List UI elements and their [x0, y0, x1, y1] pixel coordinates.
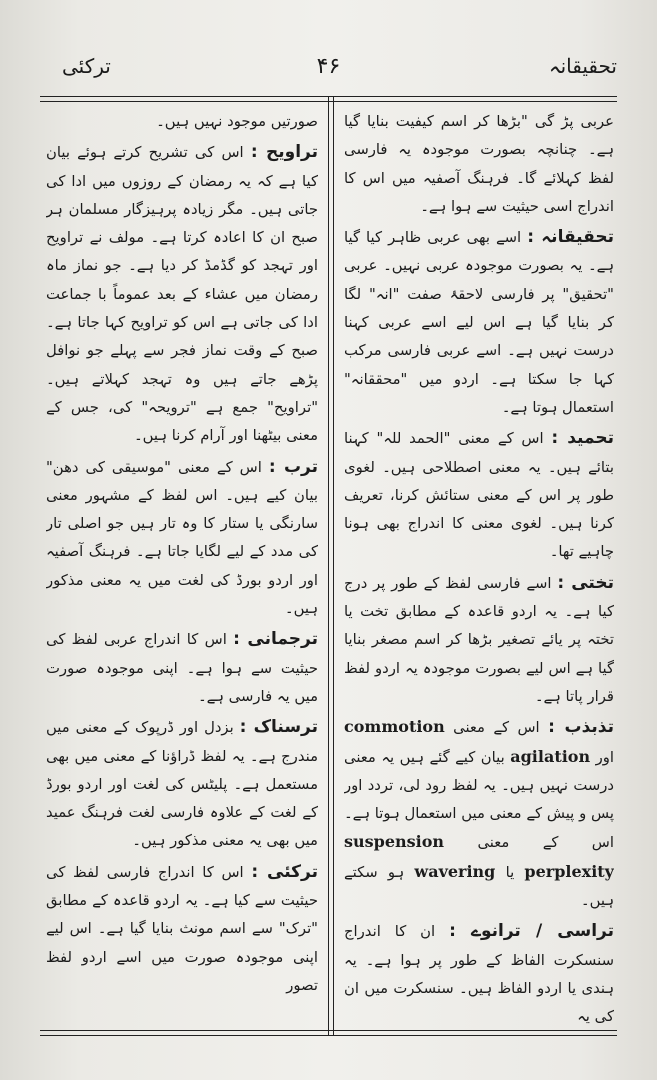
- entry-text: اس کا اندراج فارسی لفظ کی حیثیت سے کیا ہے۔ یہ اردو قاعدہ کے مطابق "ترک" سے اسم مونث بنایا گیا ہے۔ اس لیے اپنی موجودہ صورت میں اسے اردو لفظ تصور: [46, 863, 318, 994]
- dictionary-entry: [46, 138, 318, 450]
- dictionary-entry: [344, 424, 614, 566]
- headword: تختی :: [557, 572, 614, 593]
- entry-text: ان کا اندراج سنسکرت الفاظ کے طور پر ہوا ہے۔ یہ ہندی یا اردو الفاظ ہیں۔ سنسکرت میں ان کی یہ: [344, 923, 614, 1026]
- latin-term: perplexity: [524, 861, 614, 881]
- dictionary-entry: [344, 917, 614, 1026]
- footer-rule-inner: [40, 1035, 617, 1036]
- headword: تراسی / ترانوے :: [449, 921, 614, 942]
- headword: ترسناک :: [239, 717, 318, 738]
- header-right-title: تحقیقانہ: [548, 54, 617, 78]
- paragraph-text: عربی پڑ گی "بڑھا کر اسم کیفیت بنایا گیا ہے۔ چنانچہ بصورت موجودہ یہ فارسی لفظ کہلائے گا۔ فرہنگ آصفیہ میں اس کا اندراج اسی حیثیت سے ہوا ہے۔: [344, 113, 614, 215]
- entry-text: بزدل اور ڈرپوک کے معنی میں مندرج ہے۔ یہ لفظ ڈراؤنا کے معنی میں بھی مستعمل ہے۔ پلیٹس کی لغت اور اردو بورڈ کے لغت کے علاوہ فارسی لغت فرہنگ عمید میں بھی یہ معنی مذکور ہیں۔: [46, 719, 318, 850]
- column-divider: [328, 96, 329, 1036]
- entry-text: ہو سکتے ہیں۔: [344, 863, 614, 910]
- dictionary-entry: [46, 713, 318, 855]
- entry-text: اسے فارسی لفظ کے طور پر درج کیا ہے۔ یہ اردو قاعدہ کے مطابق تخت یا تختہ پر یائے تصغیر بڑھا کر اسم مصغر بنایا گیا ہے اس لیے بصورت موجودہ یہ اردو لفظ قرار پاتا ہے۔: [344, 574, 614, 705]
- latin-term: agilation: [510, 746, 591, 766]
- right-column: [344, 108, 614, 1026]
- headword: تحمید :: [551, 428, 614, 449]
- latin-term: suspension: [344, 832, 445, 852]
- dictionary-entry: [46, 625, 318, 711]
- paragraph: [46, 108, 318, 136]
- entry-text: اس کے معنی: [453, 719, 540, 737]
- page-number: ۴۶: [316, 54, 341, 79]
- headword: تراویح :: [250, 142, 318, 163]
- entry-text: اسے بھی عربی ظاہر کیا گیا ہے۔ یہ بصورت موجودہ عربی نہیں۔ عربی "تحقیق" پر فارسی لاحقۂ صفت "انہ" لگا کر بنایا گیا ہے اس لیے اسے عربی کہنا درست نہیں ہے۔ اسے عربی فارسی مرکب کہا جا سکتا ہے۔ اردو میں "محققانہ" استعمال ہوتا ہے۔: [344, 229, 614, 416]
- headword: تحقیقانہ :: [527, 227, 614, 248]
- dictionary-entry: [46, 858, 318, 1000]
- dictionary-entry: [344, 223, 614, 422]
- latin-term: commotion: [344, 717, 445, 737]
- header-left-title: ترکئی: [62, 54, 111, 78]
- headword: تذبذب :: [548, 717, 614, 738]
- paragraph: [344, 108, 614, 221]
- entry-text: اور: [595, 748, 614, 766]
- latin-term: wavering: [414, 861, 496, 881]
- headword: ترکئی :: [251, 861, 318, 882]
- headword: ترب :: [268, 456, 318, 477]
- footer-rule: [40, 1030, 617, 1031]
- entry-text: اس کا اندراج عربی لفظ کی حیثیت سے ہوا ہے۔ اپنی موجودہ صورت میں یہ فارسی ہے۔: [46, 631, 318, 705]
- dictionary-entry: [344, 569, 614, 711]
- running-head: [40, 46, 617, 96]
- entry-text: اس کے معنی "الحمد للہ" کہنا بتائے ہیں۔ یہ معنی اصطلاحی ہیں۔ لغوی طور پر اس کے معنی ستائش کرنا، تعریف کرنا ہیں۔ لغوی معنی کا اندراج بھی ہونا چاہیے تھا۔: [344, 430, 614, 561]
- paragraph-text: صورتیں موجود نہیں ہیں۔: [156, 113, 318, 130]
- entry-text: اس کے معنی "موسیقی کی دھن" بیان کیے ہیں۔ اس لفظ کے مشہور معنی سارنگی یا ستار کا وہ تار ہیں جو اصلی تار کی مدد کے لیے لگایا جاتا ہے۔ فرہنگ آصفیہ اور اردو بورڈ کی لغت میں یہ معنی مذکور ہیں۔: [46, 458, 318, 618]
- dictionary-entry: [344, 713, 614, 915]
- entry-text: بیان کیے گئے ہیں یہ معنی درست نہیں ہیں۔ یہ لفظ رود لی، تردد اور پس و پیش کے معنی میں استعمال ہوتا ہے۔ اس کے معنی: [344, 748, 614, 852]
- headword: ترجمانی :: [233, 629, 318, 650]
- entry-text: یا: [505, 863, 515, 881]
- dictionary-entry: [46, 453, 318, 624]
- entry-text: اس کی تشریح کرتے ہوئے بیان کیا ہے کہ یہ رمضان کے روزوں میں ادا کی جاتی ہیں۔ مگر زیادہ پرہیزگار مسلمان ہر صبح ان کا اعادہ کرتا ہے۔ مولف نے تراویح اور تہجد کو گڈمڈ کر دیا ہے۔ جو نماز ماہ رمضان میں عشاء کے بعد عموماً با جماعت ادا کی جاتی ہے اس کو تراویح کہا جاتا ہے۔ صبح کے وقت نماز فجر سے پہلے جو نوافل پڑھے جاتے ہیں وہ تہجد کہلاتے ہیں۔ "تراویح" جمع ہے "ترویحہ" کی، جس کے معنی بیٹھنا اور آرام کرنا ہیں۔: [46, 144, 318, 445]
- column-divider-inner: [333, 96, 334, 1036]
- left-column: [46, 108, 318, 1026]
